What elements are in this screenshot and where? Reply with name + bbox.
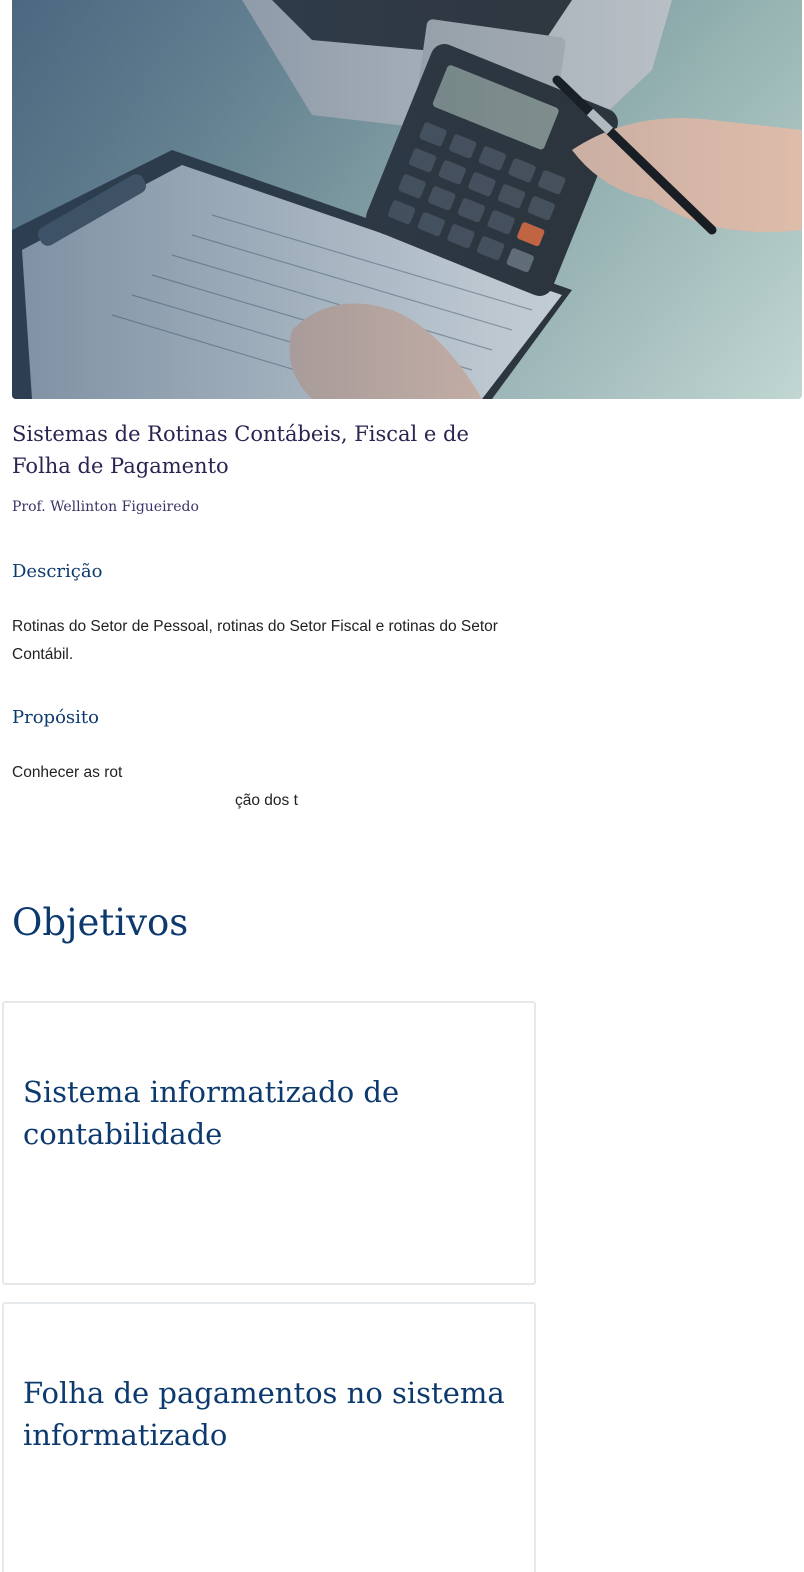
course-title: Sistemas de Rotinas Contábeis, Fiscal e de Folha de Pagamento bbox=[12, 422, 469, 478]
proposito-heading: Propósito bbox=[12, 707, 99, 728]
hero-image bbox=[12, 0, 802, 399]
proposito-text-line-2: ção dos t bbox=[235, 792, 298, 809]
proposito-text-line-1: Conhecer as rot bbox=[12, 764, 123, 781]
descricao-text: Rotinas do Setor de Pessoal, rotinas do Setor Fiscal e rotinas do Setor Contábil. bbox=[12, 618, 498, 663]
objetivo-card-title: Folha de pagamentos no sistema informatizado bbox=[23, 1376, 505, 1452]
course-author: Prof. Wellinton Figueiredo bbox=[12, 499, 199, 515]
calculator-photo-icon bbox=[12, 0, 802, 399]
objetivo-card-title: Sistema informatizado de contabilidade bbox=[23, 1075, 400, 1151]
objetivo-card-1[interactable] bbox=[2, 1001, 536, 1285]
objetivos-heading: Objetivos bbox=[12, 901, 189, 944]
objetivo-card-2[interactable] bbox=[2, 1302, 536, 1572]
descricao-heading: Descrição bbox=[12, 561, 103, 582]
